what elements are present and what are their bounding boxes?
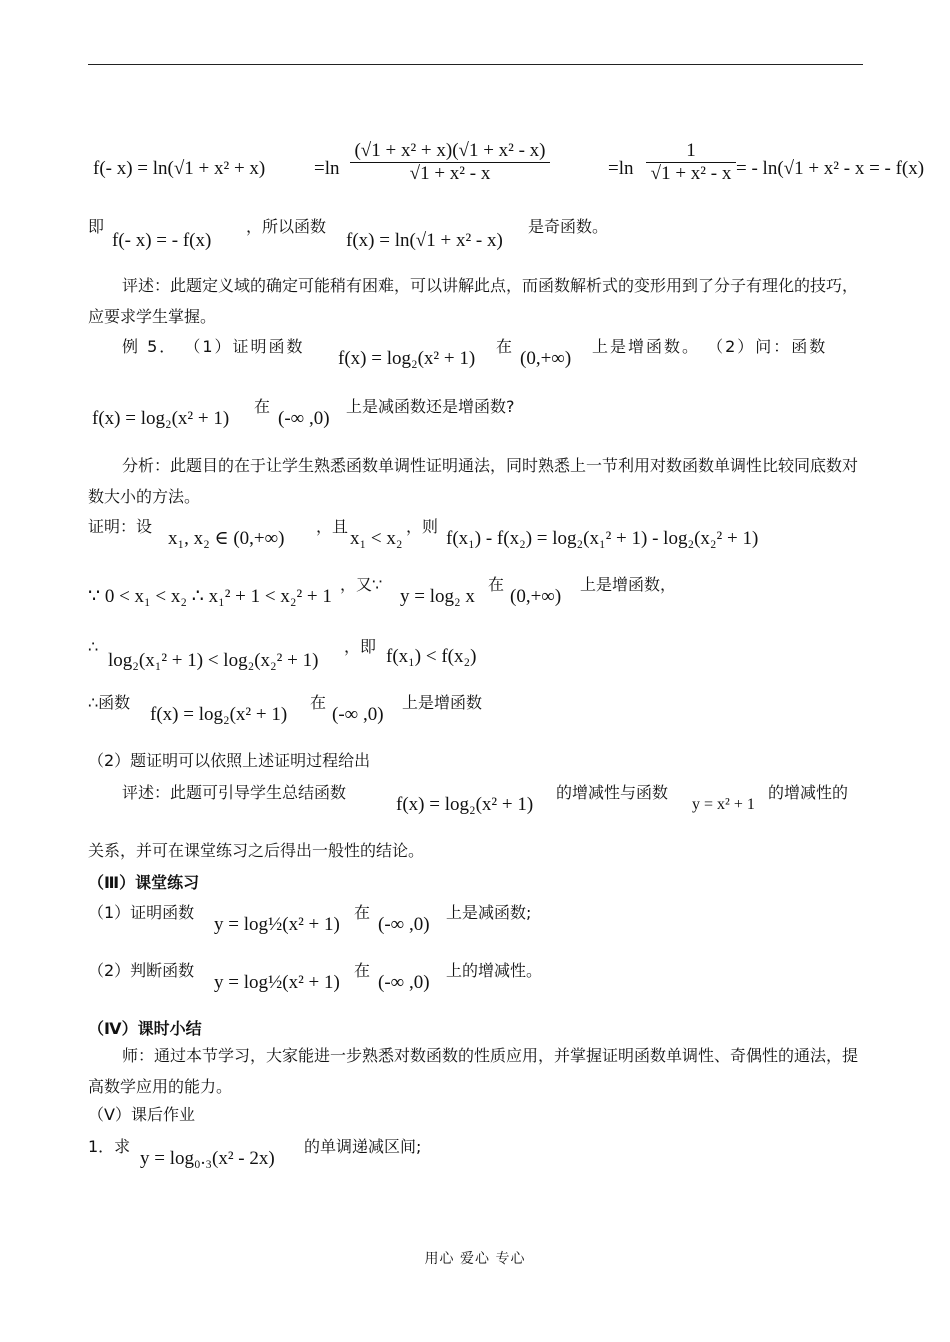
formula-log2: f(x) = log₂(x² + 1) bbox=[338, 348, 476, 369]
eq-frac-1-num: (√1 + x² + x)(√1 + x² - x) bbox=[350, 140, 550, 163]
text-ex1-a: （1）证明函数 bbox=[88, 903, 195, 922]
comment-2-line-2: 关系，并可在课堂练习之后得出一般性的结论。 bbox=[88, 841, 425, 860]
text-and: ，且 bbox=[316, 517, 349, 536]
text-increasing-4: 上是增函数 bbox=[402, 693, 483, 712]
text-then: ，则 bbox=[406, 517, 439, 536]
eq-rhs: = - ln(√1 + x² - x = - f(x) bbox=[736, 158, 925, 179]
text-comment2-a: 评述：此题可引导学生总结函数 bbox=[122, 783, 347, 802]
text-ji: 即 bbox=[88, 217, 105, 236]
formula-log2-q2: f(x) = log₂(x² + 1) bbox=[92, 408, 230, 429]
text-ex2-a: （2）判断函数 bbox=[88, 961, 195, 980]
example-5-part2: 上是增函数。 （2）问：函数 bbox=[592, 337, 828, 356]
interval-0-inf: (0,+∞) bbox=[520, 348, 572, 369]
interval-ex2: (-∞ ,0) bbox=[378, 972, 430, 993]
text-therefore-fn: ∴函数 bbox=[88, 693, 131, 712]
formula-f-neg: f(- x) = - f(x) bbox=[112, 230, 212, 251]
eq-frac-2-num: 1 bbox=[646, 140, 736, 163]
eq-frac-2-den: √1 + x² - x bbox=[650, 163, 732, 184]
example-5-label: 例 5． （1）证明函数 bbox=[122, 337, 305, 356]
line-conclusion-odd bbox=[88, 216, 609, 251]
page-footer: 用心 爱心 专心 bbox=[424, 1251, 526, 1267]
formula-log03: y = log₀.₃(x² - 2x) bbox=[140, 1148, 275, 1169]
formula-cond: x₁ < x₂ bbox=[350, 528, 403, 549]
analysis-paragraph: 分析：此题目的在于让学生熟悉函数单调性证明通法，同时熟悉上一节利用对数函数单调性比较同底数对数大小的方法。 bbox=[88, 456, 859, 506]
text-also: ，又∵ bbox=[340, 575, 383, 594]
text-comment2-c: 的增减性的 bbox=[768, 783, 849, 802]
exercise-2 bbox=[88, 960, 543, 993]
formula-vars: x₁, x₂ ∈ (0,+∞) bbox=[168, 528, 285, 549]
interval-neg-inf: (-∞ ,0) bbox=[278, 408, 330, 429]
eq-lhs: f(- x) = ln(√1 + x² + x) bbox=[93, 158, 266, 179]
text-ex1-c: 上是减函数; bbox=[446, 903, 532, 922]
text-zai-ex1: 在 bbox=[354, 903, 371, 922]
text-hw1-b: 的单调递减区间; bbox=[304, 1137, 422, 1156]
formula-log-ineq: log₂(x₁² + 1) < log₂(x₂² + 1) bbox=[108, 650, 319, 671]
header-rule bbox=[88, 64, 863, 65]
formula-since: ∵ 0 < x₁ < x₂ ∴ x₁² + 1 < x₂² + 1 bbox=[88, 586, 332, 607]
part2-line: （2）题证明可以依照上述证明过程给出 bbox=[88, 751, 371, 770]
text-ie: ，即 bbox=[344, 637, 377, 656]
text-comment2-b: 的增减性与函数 bbox=[556, 783, 669, 802]
homework-1 bbox=[88, 1136, 422, 1169]
text-suoyi: ，所以函数 bbox=[246, 217, 327, 236]
proof-line-4 bbox=[88, 692, 483, 725]
section-4-title: （Ⅳ）课时小结 bbox=[88, 1019, 202, 1038]
eq-frac-1-den: √1 + x² - x bbox=[409, 163, 491, 184]
proof-line-3 bbox=[88, 636, 477, 671]
interval-ex1: (-∞ ,0) bbox=[378, 914, 430, 935]
formula-quadratic: y = x² + 1 bbox=[692, 796, 755, 813]
proof-line-1 bbox=[88, 516, 759, 549]
comment-paragraph-1: 评述：此题定义域的确定可能稍有困难，可以讲解此点，而函数解析式的变形用到了分子有理化的技巧，应要求学生掌握。 bbox=[88, 276, 859, 326]
formula-log-half-1: y = log½(x² + 1) bbox=[214, 914, 340, 935]
summary-paragraph: 师：通过本节学习，大家能进一步熟悉对数函数的性质应用，并掌握证明函数单调性、奇偶性的通法，提高数学应用的能力。 bbox=[88, 1046, 859, 1096]
formula-diff: f(x₁) - f(x₂) = log₂(x₁² + 1) - log₂(x₂² + 1) bbox=[446, 528, 759, 549]
section-3-title: （Ⅲ）课堂练习 bbox=[88, 873, 200, 892]
text-question: 上是减函数还是增函数? bbox=[346, 397, 515, 416]
text-zai-ex2: 在 bbox=[354, 961, 371, 980]
text-odd-function: 是奇函数。 bbox=[528, 217, 609, 236]
section-5-title: （Ⅴ）课后作业 bbox=[88, 1105, 195, 1124]
interval-neg-inf-4: (-∞ ,0) bbox=[332, 704, 384, 725]
interval-0-inf-2: (0,+∞) bbox=[510, 586, 562, 607]
text-therefore: ∴ bbox=[88, 637, 99, 656]
text-increasing: 上是增函数， bbox=[580, 575, 677, 594]
text-hw1-a: 1．求 bbox=[88, 1137, 131, 1156]
text-zai-2: 在 bbox=[488, 575, 505, 594]
text-zai: 在 bbox=[496, 337, 513, 356]
formula-log-half-2: y = log½(x² + 1) bbox=[214, 972, 340, 993]
text-ex2-c: 上的增减性。 bbox=[446, 961, 543, 980]
formula-log2x: y = log₂ x bbox=[400, 586, 475, 607]
formula-f-ineq: f(x₁) < f(x₂) bbox=[386, 646, 477, 667]
text-zai-4: 在 bbox=[310, 693, 327, 712]
formula-log2-4: f(x) = log₂(x² + 1) bbox=[150, 704, 288, 725]
formula-f-odd: f(x) = ln(√1 + x² - x) bbox=[346, 230, 503, 251]
exercise-1 bbox=[88, 902, 532, 935]
text-proof-let: 证明：设 bbox=[88, 517, 153, 536]
formula-log2-c2: f(x) = log₂(x² + 1) bbox=[396, 794, 534, 815]
text-zai-q2: 在 bbox=[254, 397, 271, 416]
